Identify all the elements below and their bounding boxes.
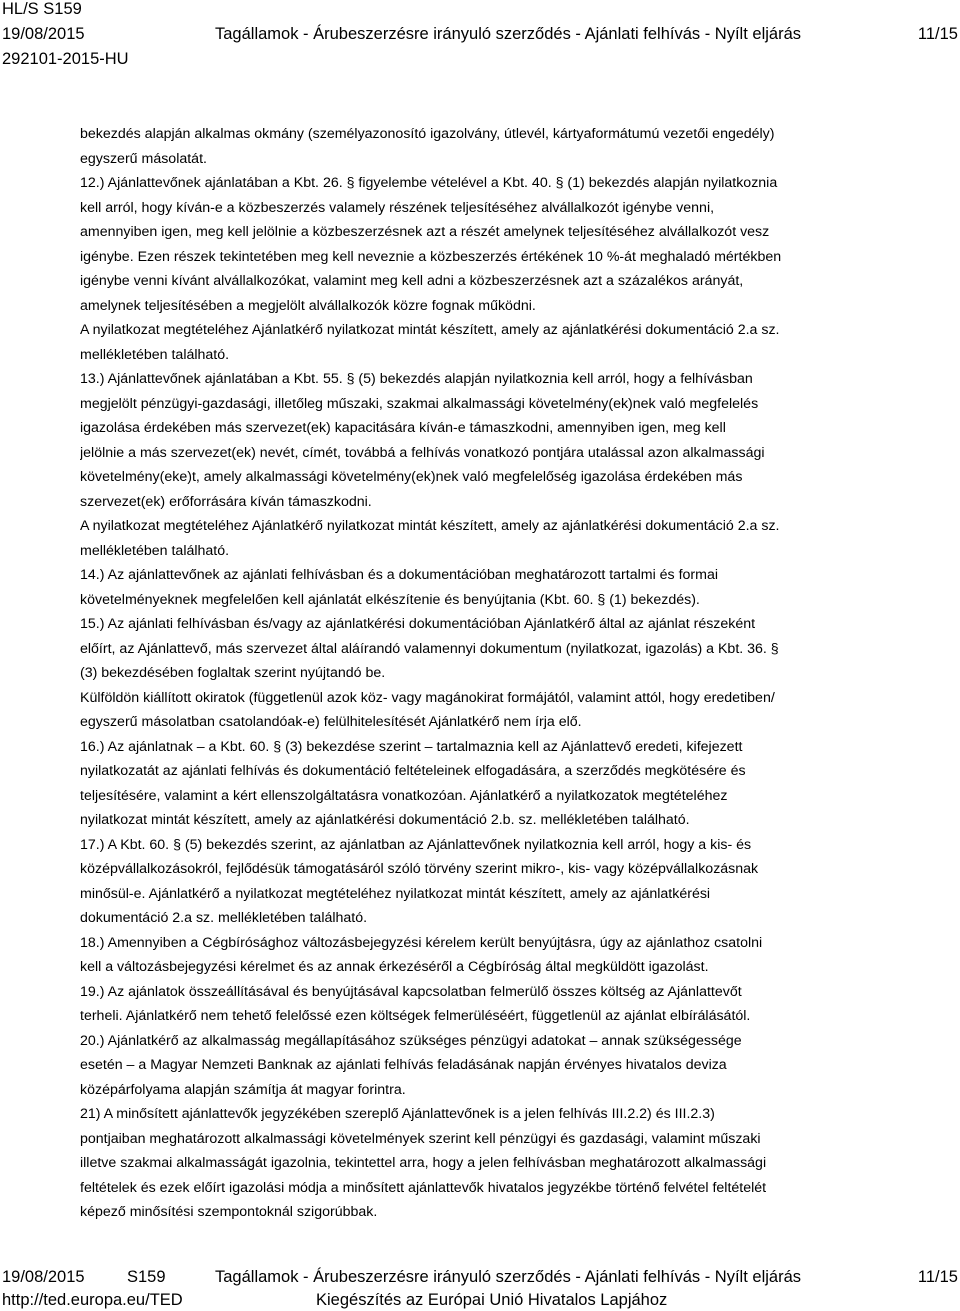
text-line: igénybe. Ezen részek tekintetében meg kell neveznie a közbeszerzés értékének 10 %-át meghaladó mértékben	[80, 248, 782, 265]
text-line: kell a változásbejegyzési kérelmet és az annak érkezéséről a Cégbíróság által megküldött igazolást.	[80, 959, 709, 975]
text-line: megjelölt pénzügyi-gazdasági, illetőleg műszaki, szakmai alkalmassági követelmény(ek)nek való megfelelés	[80, 395, 759, 412]
text-line: esetén – a Magyar Nemzeti Banknak az ajánlati felhívás feladásának napján érvényes hivatalos deviza	[80, 1057, 727, 1073]
text-line: pontjaiban meghatározott alkalmassági követelmények szerint kell pénzügyi és gazdasági, valamint műszaki	[80, 1130, 761, 1147]
text-line: Külföldön kiállított okiratok (függetlenül azok köz- vagy magánokirat formájától, valamint attól, hogy eredetiben/	[80, 689, 775, 706]
footer-doc-code: S159	[127, 1268, 166, 1286]
text-line: mellékletében található.	[80, 346, 230, 363]
text-line: követelményeknek megfelelően kell ajánlatát elkészítenie és benyújtania (Kbt. 60. § (1) bekezdés).	[80, 591, 700, 608]
text-line: középvállalkozásokról, fejlődésük támogatásáról szóló törvény szerint mikro-, kis- vagy középvállalkozásnak	[80, 861, 759, 877]
text-line: 20.) Ajánlatkérő az alkalmasság megállapításához szükséges pénzügyi adatokat – annak szükségessége	[80, 1032, 742, 1049]
text-line: követelmény(eke)t, amely alkalmassági követelmény(ek)nek való megfelelőség igazolása érdekében más	[80, 469, 743, 485]
text-line: képező minősítési szempontoknál szigorúbbak.	[80, 1204, 378, 1220]
text-line: minősül-e. Ajánlatkérő a nyilatkozat megtételéhez nyilatkozat mintát készített, amely az ajánlatkérési	[80, 885, 711, 902]
text-line: szervezet(ek) erőforrására kíván támaszkodni.	[80, 493, 372, 510]
text-line: terheli. Ajánlatkérő nem tehető felelőssé ezen költségek felmerüléséért, függetlenül az ajánlat elbírálásától.	[80, 1008, 751, 1024]
text-line: igénybe venni kívánt alvállalkozókat, valamint meg kell adni a közbeszerzésnek azt a százalékos arányát,	[80, 273, 744, 289]
text-line: mellékletében található.	[80, 542, 230, 559]
doc-type: HL/S S159	[2, 0, 82, 18]
text-line: középárfolyama alapján számítja át magyar forintra.	[80, 1081, 406, 1098]
text-line: 15.) Az ajánlati felhívásban és/vagy az ajánlatkérési dokumentációban Ajánlatkérő által az ajánlat részeként	[80, 616, 756, 632]
text-line: amelynek teljesítésében a megjelölt alvállalkozók közre fognak működni.	[80, 297, 536, 314]
text-line: nyilatkozatát az ajánlati felhívás és dokumentáció feltételeinek elfogadására, a szerződés megkötésére és	[80, 763, 746, 779]
text-line: (3) bekezdésében foglaltak szerint nyújtandó be.	[80, 665, 386, 681]
header-page-number: 11/15	[917, 25, 958, 43]
footer-page-number: 11/15	[917, 1268, 958, 1286]
text-line: egyszerű másolatát.	[80, 150, 207, 167]
text-line: 21) A minősített ajánlattevők jegyzékében szereplő Ajánlattevőnek is a jelen felhívás III.2.2) és III.2.3)	[80, 1106, 715, 1122]
text-line: egyszerű másolatban csatolandóak-e) felülhitelesítését Ajánlatkérő nem írja elő.	[80, 714, 582, 730]
text-line: 13.) Ajánlattevőnek ajánlatában a Kbt. 55. § (5) bekezdés alapján nyilatkoznia kell arról, hogy a felhívásban	[80, 371, 753, 387]
text-line: előírt, az Ajánlattevő, más szervezet által aláírandó valamennyi dokumentum (nyilatkozat, igazolás) a Kbt. 36. §	[80, 640, 779, 657]
footer-date: 19/08/2015	[2, 1268, 85, 1286]
text-line: kell arról, hogy kíván-e a közbeszerzés valamely részének teljesítéséhez alvállalkozót igénybe venni,	[80, 199, 715, 216]
body-text	[80, 122, 955, 1225]
header-date: 19/08/2015	[2, 25, 85, 43]
text-line: feltételek és ezek előírt igazolási módja a minősített ajánlattevők hivatalos jegyzékbe történő felvétel feltételét	[80, 1179, 767, 1196]
text-line: dokumentáció 2.a sz. mellékletében található.	[80, 910, 368, 926]
text-line: bekezdés alapján alkalmas okmány (személyazonosító igazolvány, útlevél, kártyaformátumú vezetői engedély)	[80, 126, 775, 142]
text-line: 12.) Ajánlattevőnek ajánlatában a Kbt. 26. § figyelembe vételével a Kbt. 40. § (1) bekezdés alapján nyilatkoznia	[80, 175, 778, 191]
header-title: Tagállamok - Árubeszerzésre irányuló szerződés - Ajánlati felhívás - Nyílt eljárás	[215, 25, 801, 43]
text-line: teljesítésére, valamint a kért ellenszolgáltatásra vonatkozóan. Ajánlatkérő a nyilatkozatok megtételéhez	[80, 787, 728, 804]
text-line: 14.) Az ajánlattevőnek az ajánlati felhívásban és a dokumentációban meghatározott tartalmi és formai	[80, 567, 719, 583]
text-line: jelölnie a más szervezet(ek) nevét, címét, továbbá a felhívás vonatkozó pontjára utalással azon alkalmassági	[80, 444, 765, 461]
footer-title: Tagállamok - Árubeszerzésre irányuló szerződés - Ajánlati felhívás - Nyílt eljárás	[215, 1268, 801, 1286]
text-line: illetve szakmai alkalmasságát igazolnia, tekintettel arra, hogy a jelen felhívásban meghatározott alkalmassági	[80, 1155, 767, 1171]
text-line: igazolása érdekében más szervezet(ek) kapacitására kíván-e támaszkodni, amennyiben igen, meg kell	[80, 420, 726, 436]
text-line: 18.) Amennyiben a Cégbírósághoz változásbejegyzési kérelem került benyújtásra, úgy az ajánlathoz csatolni	[80, 934, 763, 951]
footer-publisher: Kiegészítés az Európai Unió Hivatalos Lapjához	[316, 1291, 668, 1309]
text-line: nyilatkozat mintát készített, amely az ajánlatkérési dokumentáció 2.b. sz. mellékletében található.	[80, 812, 690, 828]
text-line: 17.) A Kbt. 60. § (5) bekezdés szerint, az ajánlatban az Ajánlattevőnek nyilatkoznia kell arról, hogy a kis- és	[80, 836, 752, 853]
notice-id: 292101-2015-HU	[2, 50, 129, 68]
text-line: 16.) Az ajánlatnak – a Kbt. 60. § (3) bekezdése szerint – tartalmaznia kell az Ajánlattevő eredeti, kifejezett	[80, 738, 743, 755]
text-line: A nyilatkozat megtételéhez Ajánlatkérő nyilatkozat mintát készített, amely az ajánlatkérési dokumentáció 2.a sz.	[80, 322, 780, 338]
text-line: A nyilatkozat megtételéhez Ajánlatkérő nyilatkozat mintát készített, amely az ajánlatkérési dokumentáció 2.a sz.	[80, 518, 780, 534]
footer-url: http://ted.europa.eu/TED	[2, 1291, 183, 1309]
text-line: 19.) Az ajánlatok összeállításával és benyújtásával kapcsolatban felmerülő összes költség az Ajánlattevőt	[80, 983, 742, 1000]
text-line: amennyiben igen, meg kell jelölnie a közbeszerzésnek azt a részét amelynek teljesítéséhez alvállalkozót vesz	[80, 224, 770, 240]
